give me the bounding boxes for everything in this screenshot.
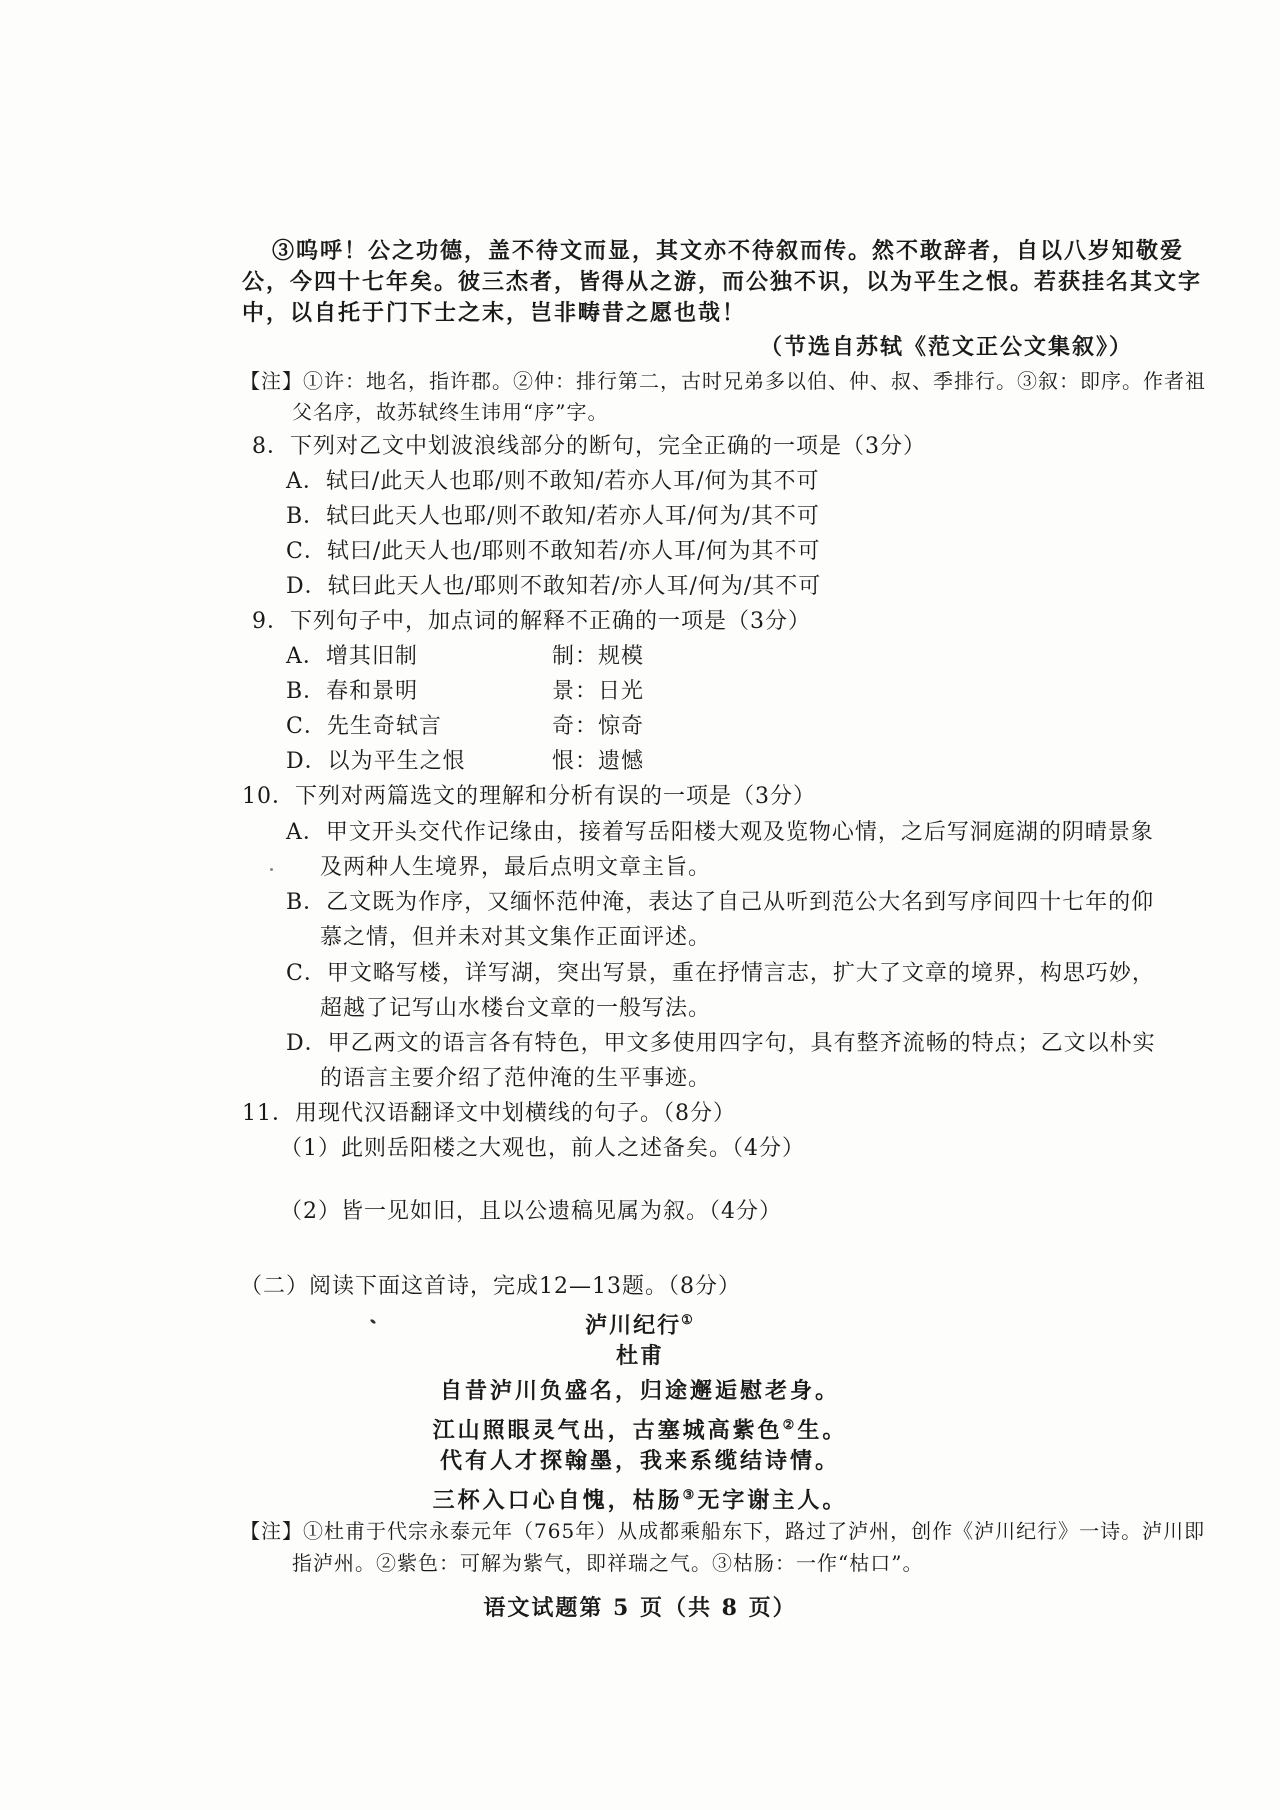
scan-speck: [270, 868, 273, 871]
q8-option-c: C．轼曰/此天人也/耶则不敢知若/亦人耳/何为其不可: [286, 539, 821, 564]
poem-verse-3: 代有人才探翰墨，我来系缆结诗情。: [439, 1448, 840, 1474]
q9-option-b-sentence: B．春和景明: [286, 679, 419, 704]
poem-verse-2: [0, 1411, 1280, 1445]
q9-option-d-gloss: 恨：遗憾: [552, 749, 645, 774]
poem-verse-4-part2: 无字谢主人。: [697, 1487, 848, 1514]
q8-stem: 8．下列对乙文中划波浪线部分的断句，完全正确的一项是（3分）: [252, 434, 926, 459]
passage-b-para3-line3: 中，以自托于门下士之末，岂非畴昔之愿也哉！: [242, 300, 747, 326]
q9-option-c-gloss: 奇：惊奇: [552, 714, 645, 739]
q11-sentence-2: （2）皆一见如旧，且以公遗稿见属为叙。（4分）: [280, 1199, 782, 1224]
poem-title: 泸川纪行: [585, 1312, 682, 1339]
q9-stem: 9．下列句子中，加点词的解释不正确的一项是（3分）: [252, 609, 811, 634]
poem-verse-4-footnote-mark: ③: [682, 1488, 698, 1503]
q10-option-c-line1: C．甲文略写楼，详写湖，突出写景，重在抒情言志，扩大了文章的境界，构思巧妙，: [286, 961, 1155, 986]
q10-stem: 10．下列对两篇选文的理解和分析有误的一项是（3分）: [242, 784, 816, 809]
q10-option-c-line2: 超越了记写山水楼台文章的一般写法。: [320, 996, 712, 1021]
q8-option-b: B．轼曰此天人也耶/则不敢知/若亦人耳/何为/其不可: [286, 504, 820, 529]
poem-verse-2-footnote-mark: ②: [782, 1418, 798, 1433]
poem-verse-2-part1: 江山照眼灵气出，古塞城高紫色: [432, 1417, 783, 1444]
section2-note-line2: 指泸州。②紫色：可解为紫气，即祥瑞之气。③枯肠：一作“枯口”。: [292, 1551, 924, 1575]
poem-verse-2-part2: 生。: [797, 1417, 848, 1444]
q8-option-d: D．轼曰此天人也/耶则不敢知若/亦人耳/何为/其不可: [286, 574, 822, 599]
q11-sentence-1: （1）此则岳阳楼之大观也，前人之述备矣。（4分）: [280, 1136, 805, 1161]
poem-title-block: [0, 1306, 1280, 1340]
q11-stem: 11．用现代汉语翻译文中划横线的句子。（8分）: [242, 1101, 736, 1126]
q9-option-c-sentence: C．先生奇轼言: [286, 714, 442, 739]
passage-b-para3-line1: ③呜呼！公之功德，盖不待文而显，其文亦不待叙而传。然不敢辞者，自以八岁知敬爱: [272, 238, 1185, 264]
q8-option-a: A．轼曰/此天人也耶/则不敢知/若亦人耳/何为其不可: [286, 469, 820, 494]
poem-verse-1: 自昔泸川负盛名，归途邂逅慰老身。: [439, 1378, 840, 1404]
section2-heading: （二）阅读下面这首诗，完成12—13题。（8分）: [240, 1274, 741, 1299]
q9-option-d-sentence: D．以为平生之恨: [286, 749, 466, 774]
page-footer: 语文试题第 5 页（共 8 页）: [483, 1595, 797, 1621]
passage-b-para3-line2: 公，今四十七年矣。彼三杰者，皆得从之游，而公独不识，以为平生之恨。若获挂名其文字: [242, 269, 1203, 295]
q10-option-a-line2: 及两种人生境界，最后点明文章主旨。: [320, 855, 712, 880]
q10-option-d-line2: 的语言主要介绍了范仲淹的生平事迹。: [320, 1066, 712, 1091]
q10-option-b-line1: B．乙文既为作序，又缅怀范仲淹，表达了自己从听到范公大名到写序间四十七年的仰: [286, 890, 1155, 915]
poem-verse-4-part1: 三杯入口心自愧，枯肠: [432, 1487, 683, 1514]
passage-b-source: （节选自苏轼《范文正公文集叙》）: [760, 334, 1134, 360]
passage-b-note-line1: 【注】①许：地名，指许郡。②仲：排行第二，古时兄弟多以伯、仲、叔、季排行。③叙：即序。作者祖: [240, 369, 1206, 393]
poem-author: 杜甫: [615, 1343, 664, 1369]
poem-title-footnote-mark: ①: [681, 1313, 695, 1328]
q9-option-b-gloss: 景：日光: [552, 679, 645, 704]
section2-note-line1: 【注】①杜甫于代宗永泰元年（765年）从成都乘船东下，路过了泸州，创作《泸川纪行》一诗。泸川即: [240, 1519, 1206, 1543]
q9-option-a-sentence: A．增其旧制: [286, 644, 418, 669]
poem-verse-4: [0, 1481, 1280, 1515]
q10-option-b-line2: 慕之情，但并未对其文集作正面评述。: [320, 925, 712, 950]
q10-option-a-line1: A．甲文开头交代作记缘由，接着写岳阳楼大观及览物心情，之后写洞庭湖的阴晴景象: [286, 820, 1154, 845]
passage-b-note-line2: 父名序，故苏轼终生讳用“序”字。: [292, 400, 609, 424]
q9-option-a-gloss: 制：规模: [552, 644, 645, 669]
q10-option-d-line1: D．甲乙两文的语言各有特色，甲文多使用四字句，具有整齐流畅的特点；乙文以朴实: [286, 1031, 1156, 1056]
